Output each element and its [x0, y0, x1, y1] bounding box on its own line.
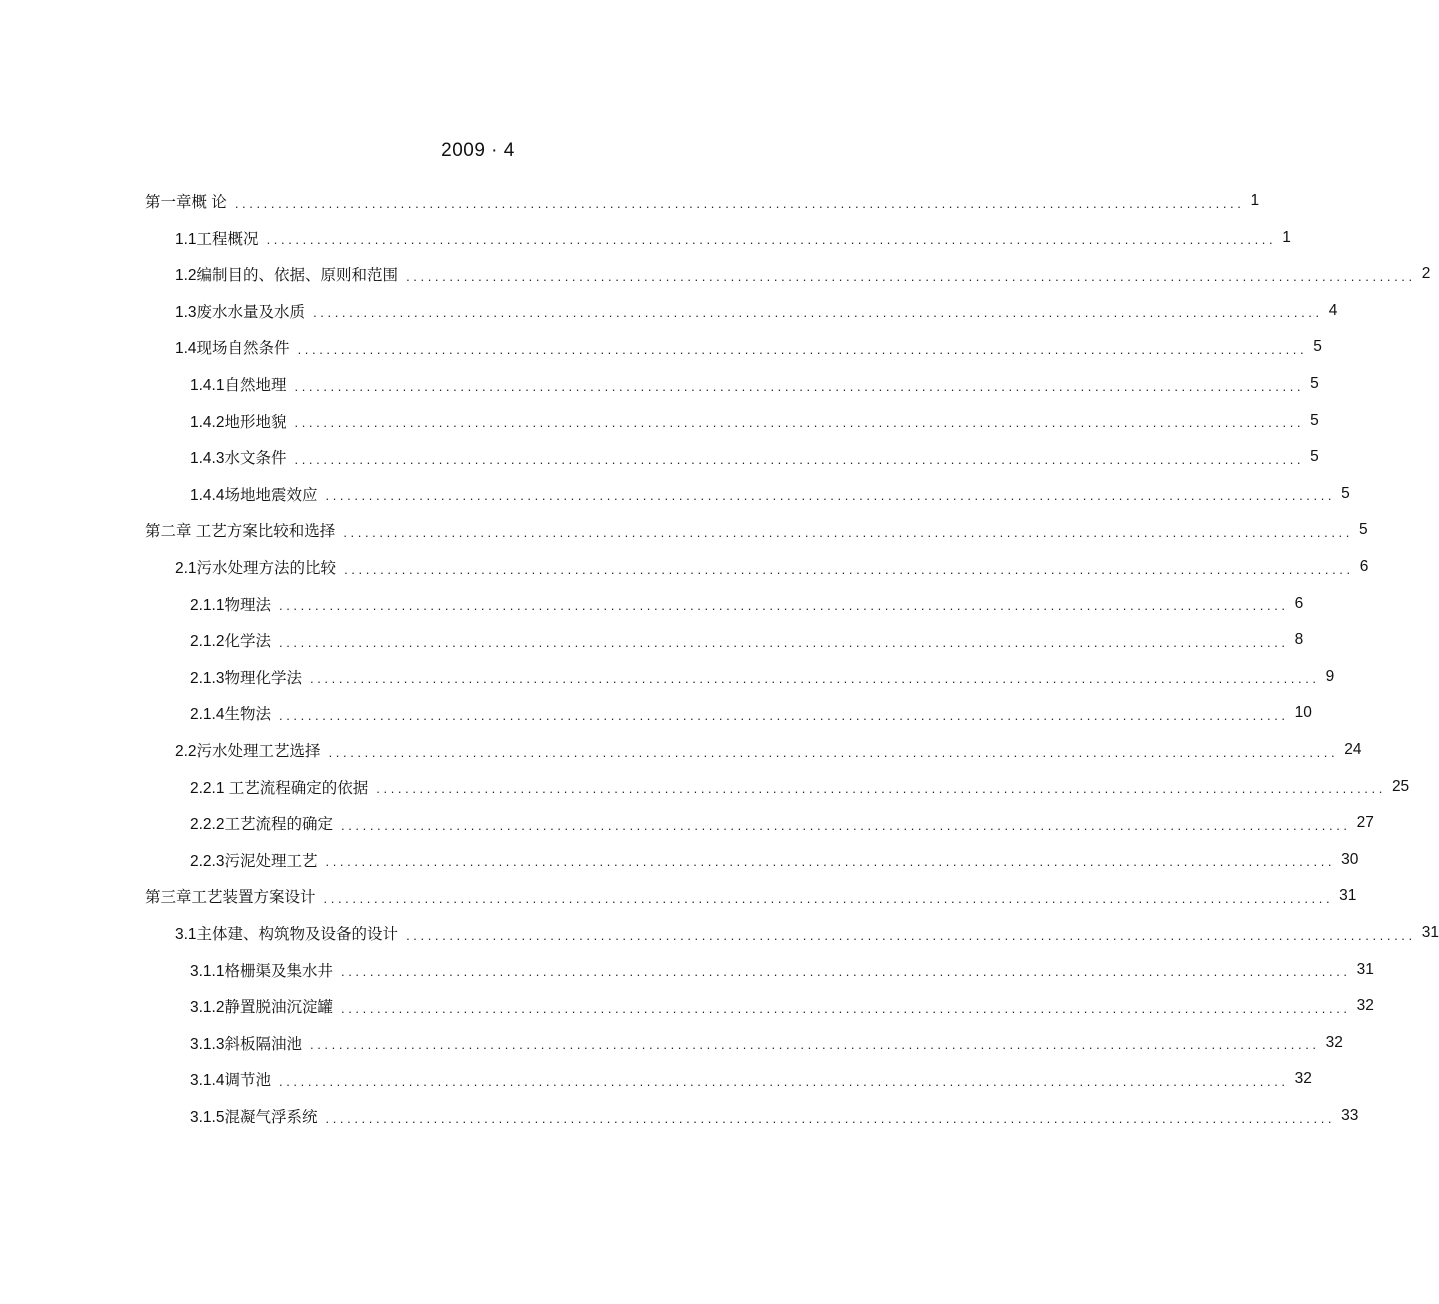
toc-entry-page-number: 5 [1341, 484, 1350, 502]
toc-entry[interactable] [175, 256, 1431, 292]
toc-entry-page-number: 5 [1310, 448, 1319, 466]
toc-entry-title: 2.1.1物理法 [190, 596, 271, 614]
toc-entry-page-number: 32 [1356, 997, 1374, 1015]
toc-entry-title: 1.4.3水文条件 [190, 450, 287, 468]
toc-entry[interactable] [190, 695, 1312, 731]
toc-entry-page-number: 24 [1344, 741, 1362, 758]
toc-entry[interactable] [190, 659, 1335, 695]
toc-leader-dots: ............................................................................................................................................ [406, 268, 1416, 284]
toc-entry-title: 3.1.1格栅渠及集水井 [190, 962, 333, 980]
toc-leader-dots: ............................................................................................................................................ [343, 524, 1353, 540]
toc-entry-page-number: 5 [1310, 411, 1319, 429]
toc-entry[interactable] [145, 878, 1357, 914]
toc-entry-page-number: 31 [1339, 887, 1357, 905]
toc-leader-dots: ............................................................................................................................................ [278, 598, 1289, 614]
toc-entry-page-number: 32 [1325, 1033, 1343, 1051]
toc-entry-title: 3.1.4调节池 [190, 1072, 271, 1090]
toc-entry-title: 1.4.2地形地貌 [190, 413, 287, 431]
toc-entry[interactable] [190, 403, 1319, 439]
toc-leader-dots: ............................................................................................................................................ [297, 341, 1308, 357]
toc-entry-page-number: 5 [1313, 338, 1322, 356]
toc-entry[interactable] [190, 1025, 1343, 1061]
toc-entry[interactable] [190, 805, 1374, 841]
toc-entry-title: 2.2.3污泥处理工艺 [190, 852, 318, 870]
toc-entry-title: 2.1.2化学法 [190, 633, 271, 651]
toc-entry[interactable] [190, 476, 1350, 512]
toc-entry[interactable] [190, 366, 1319, 402]
toc-leader-dots: ............................................................................................................................................ [340, 1000, 1351, 1016]
toc-entry-title: 2.2污水处理工艺选择 [175, 743, 321, 760]
toc-leader-dots: ............................................................................................................................................ [294, 378, 1305, 394]
toc-entry-page-number: 2 [1421, 265, 1431, 283]
toc-entry-page-number: 6 [1294, 594, 1304, 612]
toc-leader-dots: ............................................................................................................................................ [278, 707, 1289, 723]
toc-entry-title: 1.2编制目的、依据、原则和范围 [175, 267, 399, 285]
toc-leader-dots: ............................................................................................................................................ [376, 781, 1386, 797]
toc-entry-title: 第三章工艺装置方案设计 [145, 889, 316, 907]
toc-entry-page-number: 25 [1391, 777, 1410, 795]
toc-entry[interactable] [190, 769, 1410, 805]
document-date: 2009 · 4 [441, 140, 515, 161]
toc-leader-dots: ............................................................................................................................................ [340, 964, 1351, 980]
toc-entry-page-number: 9 [1325, 667, 1335, 685]
toc-entry-page-number: 4 [1328, 301, 1338, 319]
toc-leader-dots: ............................................................................................................................................ [325, 488, 1336, 504]
toc-entry-page-number: 27 [1356, 814, 1374, 832]
toc-entry[interactable] [145, 183, 1260, 219]
toc-leader-dots: ............................................................................................................................................ [328, 744, 1339, 760]
toc-entry-title: 3.1.5混凝气浮系统 [190, 1109, 318, 1126]
toc-leader-dots: ............................................................................................................................................ [344, 561, 1354, 577]
toc-leader-dots: ............................................................................................................................................ [278, 634, 1289, 650]
toc-entry-page-number: 1 [1282, 228, 1291, 246]
toc-leader-dots: ............................................................................................................................................ [406, 927, 1416, 943]
toc-entry-title: 2.1.4生物法 [190, 706, 271, 724]
toc-leader-dots: ............................................................................................................................................ [325, 854, 1336, 870]
toc-entry[interactable] [190, 988, 1374, 1024]
toc-entry[interactable] [175, 549, 1369, 585]
toc-entry-title: 1.3废水水量及水质 [175, 303, 306, 321]
toc-leader-dots: ............................................................................................................................................ [309, 671, 1320, 687]
toc-entry-page-number: 31 [1421, 924, 1439, 941]
toc-entry-title: 2.2.2工艺流程的确定 [190, 816, 333, 834]
toc-entry-title: 3.1.3斜板隔油池 [190, 1035, 302, 1053]
toc-leader-dots: ............................................................................................................................................ [278, 1073, 1289, 1089]
toc-entry-title: 3.1.2静置脱油沉淀罐 [190, 999, 333, 1017]
toc-entry[interactable] [175, 329, 1322, 365]
toc-entry-page-number: 1 [1250, 192, 1260, 209]
toc-entry[interactable] [190, 1061, 1312, 1097]
toc-entry-title: 3.1主体建、构筑物及设备的设计 [175, 926, 399, 943]
toc-entry[interactable] [190, 842, 1359, 878]
toc-entry-title: 第一章概 论 [145, 194, 227, 211]
toc-leader-dots: ............................................................................................................................................ [323, 890, 1334, 906]
toc-entry[interactable] [190, 439, 1319, 475]
toc-entry[interactable] [190, 952, 1374, 988]
toc-entry[interactable] [175, 293, 1338, 329]
toc-entry-page-number: 33 [1341, 1107, 1359, 1124]
toc-entry-page-number: 8 [1294, 631, 1304, 649]
toc-entry-page-number: 10 [1294, 704, 1312, 722]
toc-entry[interactable] [145, 512, 1368, 548]
toc-entry-title: 1.4现场自然条件 [175, 340, 290, 358]
toc-entry-title: 2.1.3物理化学法 [190, 669, 302, 687]
toc-leader-dots: ............................................................................................................................................ [313, 305, 1323, 321]
toc-entry-page-number: 5 [1310, 375, 1319, 392]
toc-entry-page-number: 32 [1294, 1070, 1312, 1088]
toc-entry-title: 1.4.4场地地震效应 [190, 486, 318, 504]
toc-entry-title: 2.2.1 工艺流程确定的依据 [190, 779, 369, 797]
toc-leader-dots: ............................................................................................................................................ [294, 415, 1305, 431]
toc-entry-title: 2.1污水处理方法的比较 [175, 560, 337, 577]
toc-leader-dots: ............................................................................................................................................ [294, 451, 1305, 467]
toc-entry-page-number: 5 [1358, 521, 1368, 539]
toc-entry-page-number: 30 [1341, 850, 1359, 868]
toc-entry[interactable] [175, 915, 1439, 951]
toc-entry[interactable] [190, 586, 1304, 622]
toc-leader-dots: ............................................................................................................................................ [234, 195, 1245, 211]
toc-entry-page-number: 6 [1359, 558, 1369, 575]
toc-entry-title: 1.4.1自然地理 [190, 377, 287, 394]
toc-entry[interactable] [190, 622, 1304, 658]
toc-leader-dots: ............................................................................................................................................ [266, 232, 1277, 248]
toc-entry[interactable] [190, 1098, 1359, 1134]
toc-leader-dots: ............................................................................................................................................ [325, 1110, 1336, 1126]
toc-leader-dots: ............................................................................................................................................ [309, 1037, 1320, 1053]
toc-entry-title: 1.1工程概况 [175, 230, 259, 248]
toc-entry-page-number: 31 [1356, 960, 1374, 978]
toc-entry[interactable] [175, 220, 1291, 256]
toc-leader-dots: ............................................................................................................................................ [340, 817, 1351, 833]
toc-entry-title: 第二章 工艺方案比较和选择 [145, 523, 336, 541]
toc-entry[interactable] [175, 732, 1362, 768]
